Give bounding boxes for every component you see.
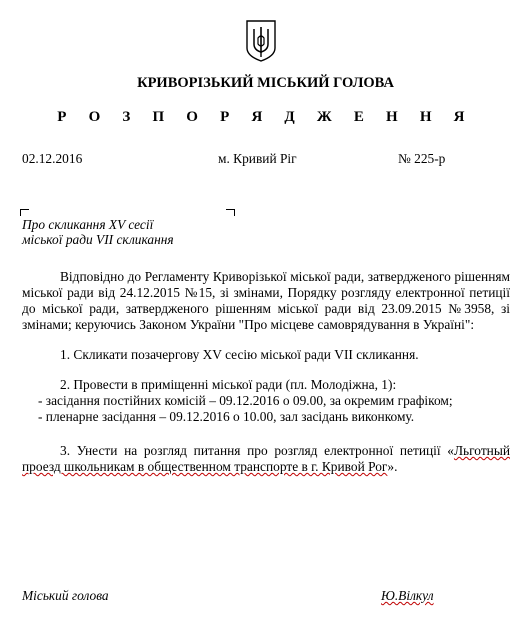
- subject-line-2: міської ради VII скликання: [22, 232, 174, 247]
- document-body: [22, 269, 510, 475]
- item-2-sub-2: - пленарне засідання – 09.12.2016 о 10.00, зал засідань виконкому.: [38, 409, 415, 424]
- item-3-end: ».: [387, 459, 398, 474]
- item-1: 1. Скликати позачергову XV сесію міської ради VII скликання.: [60, 347, 419, 362]
- preamble-paragraph: Відповідно до Регламенту Криворізької міської ради, затвердженого рішенням міської ради від 24.12.2015 №15, зі змінами, Порядку розгляду електронної петиції до міської ради, затвердженого рішенням міської ради від 23.09.2015 №3958, зі змінами; керуючись Законом України "Про місцеве самоврядування в Україні":: [22, 269, 510, 332]
- item-2: 2. Провести в приміщенні міської ради (пл. Молодіжна, 1):: [60, 377, 397, 392]
- document-subject: [22, 217, 174, 247]
- signature-position: Міський голова: [22, 588, 109, 603]
- document-place: м. Кривий Ріг: [218, 151, 297, 166]
- coat-of-arms-icon: [246, 20, 276, 62]
- item-3-start: 3. Унести на розгляд питання про розгляд електронної петиції «: [60, 443, 454, 458]
- document-date: 02.12.2016: [22, 151, 83, 166]
- authority-title: КРИВОРІЗЬКИЙ МІСЬКИЙ ГОЛОВА: [137, 75, 394, 91]
- item-2-sub-1: - засідання постійних комісій – 09.12.2016 о 09.00, за окремим графіком;: [38, 393, 453, 408]
- document-number: № 225-р: [398, 151, 446, 166]
- item-3: [22, 443, 510, 475]
- subject-corner-left: [20, 209, 29, 216]
- document-type-title: Р О З П О Р Я Д Ж Е Н Н Я: [57, 109, 474, 125]
- subject-corner-right: [226, 209, 235, 216]
- signature-name-text: Ю.Вілкул: [381, 588, 434, 603]
- subject-line-1: Про скликання XV сесії: [22, 217, 154, 232]
- petition-title: Льготный проезд школьникам в общественном транспорте в г. Кривой Рог: [22, 443, 510, 474]
- signature-name: [381, 588, 434, 605]
